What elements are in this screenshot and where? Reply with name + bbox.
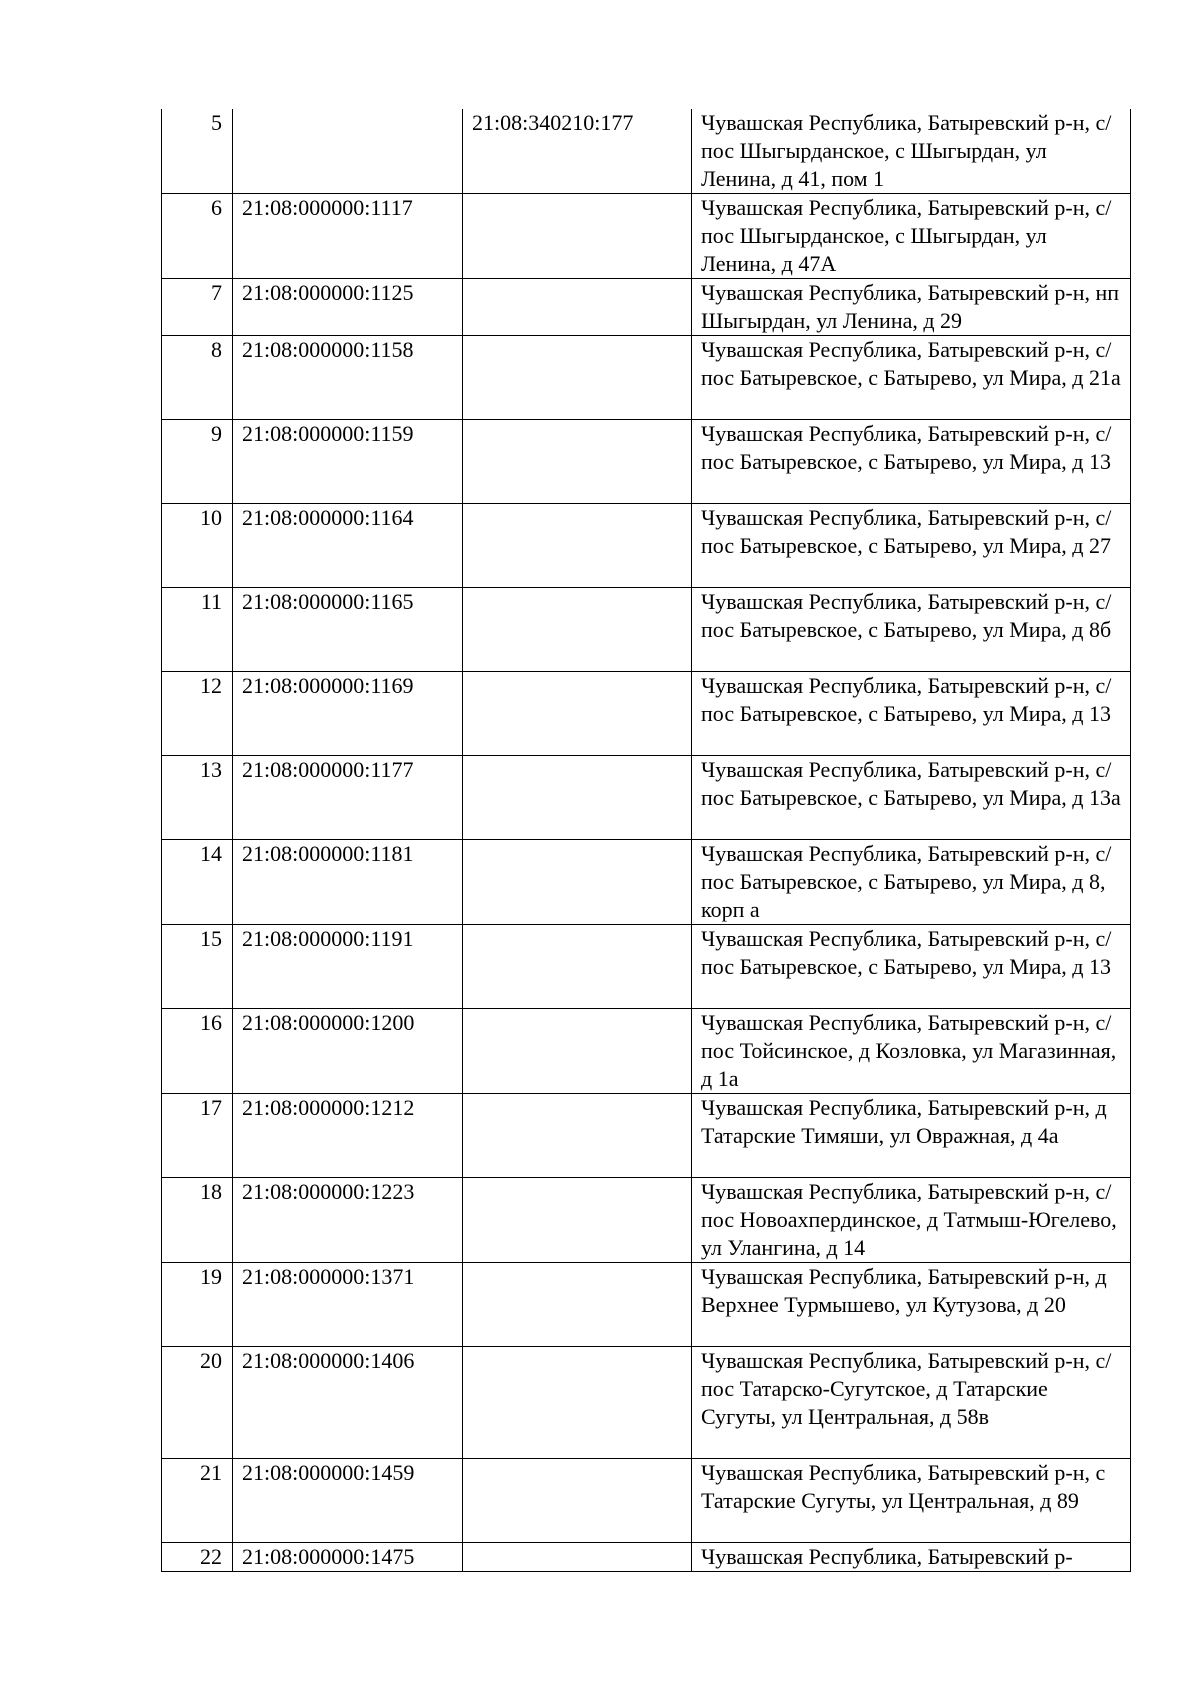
parent-cadastral-number-cell [463,1543,692,1572]
row-number-cell: 21 [162,1459,233,1543]
row-number-cell: 13 [162,756,233,840]
parent-cadastral-number-cell: 21:08:340210:177 [463,109,692,194]
table-row [162,194,1131,279]
address-cell: Чувашская Республика, Батыревский р-н, с/пос Батыревское, с Батырево, ул Мира, д 13 [692,672,1131,756]
table-row [162,279,1131,336]
cadastral-number-cell: 21:08:000000:1475 [233,1543,463,1572]
cadastral-number-cell: 21:08:000000:1212 [233,1094,463,1178]
cadastral-number-cell: 21:08:000000:1191 [233,925,463,1009]
table-row [162,925,1131,1009]
address-cell: Чувашская Республика, Батыревский р-н, с/пос Тойсинское, д Козловка, ул Магазинная, д 1а [692,1009,1131,1094]
parent-cadastral-number-cell [463,420,692,504]
table-row [162,672,1131,756]
cadastral-number-cell: 21:08:000000:1200 [233,1009,463,1094]
row-number-cell: 7 [162,279,233,336]
table-row [162,1543,1131,1572]
parent-cadastral-number-cell [463,1347,692,1459]
table-row [162,756,1131,840]
address-cell: Чувашская Республика, Батыревский р-н, с/пос Батыревское, с Батырево, ул Мира, д 27 [692,504,1131,588]
row-number-cell: 5 [162,109,233,194]
address-cell: Чувашская Республика, Батыревский р-н, с/пос Татарско-Сугутское, д Татарские Сугуты, ул Центральная, д 58в [692,1347,1131,1459]
address-cell: Чувашская Республика, Батыревский р-н, нп Шыгырдан, ул Ленина, д 29 [692,279,1131,336]
table-row [162,1347,1131,1459]
parent-cadastral-number-cell [463,279,692,336]
parent-cadastral-number-cell [463,1178,692,1263]
cadastral-number-cell: 21:08:000000:1181 [233,840,463,925]
cadastral-number-cell: 21:08:000000:1158 [233,336,463,420]
parent-cadastral-number-cell [463,588,692,672]
row-number-cell: 19 [162,1263,233,1347]
parent-cadastral-number-cell [463,1094,692,1178]
parent-cadastral-number-cell [463,194,692,279]
address-cell: Чувашская Республика, Батыревский р-н, с/пос Батыревское, с Батырево, ул Мира, д 13 [692,925,1131,1009]
row-number-cell: 20 [162,1347,233,1459]
document-table [161,109,1131,1572]
table-row [162,1178,1131,1263]
table-row [162,840,1131,925]
row-number-cell: 9 [162,420,233,504]
row-number-cell: 17 [162,1094,233,1178]
parent-cadastral-number-cell [463,925,692,1009]
address-cell: Чувашская Республика, Батыревский р-н, с/пос Батыревское, с Батырево, ул Мира, д 8, корп а [692,840,1131,925]
row-number-cell: 12 [162,672,233,756]
table-row [162,504,1131,588]
parent-cadastral-number-cell [463,336,692,420]
cadastral-number-cell: 21:08:000000:1177 [233,756,463,840]
cadastral-number-cell [233,109,463,194]
table-row [162,420,1131,504]
parent-cadastral-number-cell [463,1263,692,1347]
cadastral-number-cell: 21:08:000000:1459 [233,1459,463,1543]
row-number-cell: 15 [162,925,233,1009]
address-cell: Чувашская Республика, Батыревский р-н, с/пос Новоахпердинское, д Татмыш-Югелево, ул Улангина, д 14 [692,1178,1131,1263]
row-number-cell: 6 [162,194,233,279]
row-number-cell: 10 [162,504,233,588]
address-cell: Чувашская Республика, Батыревский р-н, с/пос Батыревское, с Батырево, ул Мира, д 21а [692,336,1131,420]
cadastral-number-cell: 21:08:000000:1164 [233,504,463,588]
address-cell: Чувашская Республика, Батыревский р-н, с/пос Шыгырданское, с Шыгырдан, ул Ленина, д 47А [692,194,1131,279]
row-number-cell: 18 [162,1178,233,1263]
parent-cadastral-number-cell [463,504,692,588]
cadastral-number-cell: 21:08:000000:1117 [233,194,463,279]
table-row [162,1009,1131,1094]
cadastral-number-cell: 21:08:000000:1159 [233,420,463,504]
table-row [162,1459,1131,1543]
row-number-cell: 22 [162,1543,233,1572]
address-cell: Чувашская Республика, Батыревский р-н, с/пос Шыгырданское, с Шыгырдан, ул Ленина, д 41, пом 1 [692,109,1131,194]
table-row [162,588,1131,672]
row-number-cell: 16 [162,1009,233,1094]
row-number-cell: 14 [162,840,233,925]
parent-cadastral-number-cell [463,672,692,756]
table-body [162,109,1131,1572]
table-row [162,109,1131,194]
cadastral-number-cell: 21:08:000000:1165 [233,588,463,672]
table-row [162,1263,1131,1347]
address-cell: Чувашская Республика, Батыревский р-н, с/пос Батыревское, с Батырево, ул Мира, д 13а [692,756,1131,840]
address-cell: Чувашская Республика, Батыревский р-н, с/пос Батыревское, с Батырево, ул Мира, д 13 [692,420,1131,504]
table-row [162,336,1131,420]
parent-cadastral-number-cell [463,1459,692,1543]
address-cell: Чувашская Республика, Батыревский р-н, с/пос Батыревское, с Батырево, ул Мира, д 8б [692,588,1131,672]
cadastral-number-cell: 21:08:000000:1125 [233,279,463,336]
cadastral-number-cell: 21:08:000000:1371 [233,1263,463,1347]
address-cell: Чувашская Республика, Батыревский р-н, с Татарские Сугуты, ул Центральная, д 89 [692,1459,1131,1543]
row-number-cell: 11 [162,588,233,672]
cadastral-number-cell: 21:08:000000:1406 [233,1347,463,1459]
cadastral-number-cell: 21:08:000000:1223 [233,1178,463,1263]
parent-cadastral-number-cell [463,840,692,925]
address-cell: Чувашская Республика, Батыревский р-н, д Верхнее Турмышево, ул Кутузова, д 20 [692,1263,1131,1347]
address-cell: Чувашская Республика, Батыревский р- [692,1543,1131,1572]
parent-cadastral-number-cell [463,756,692,840]
cadastral-number-cell: 21:08:000000:1169 [233,672,463,756]
parent-cadastral-number-cell [463,1009,692,1094]
table-row [162,1094,1131,1178]
address-cell: Чувашская Республика, Батыревский р-н, д Татарские Тимяши, ул Овражная, д 4а [692,1094,1131,1178]
row-number-cell: 8 [162,336,233,420]
